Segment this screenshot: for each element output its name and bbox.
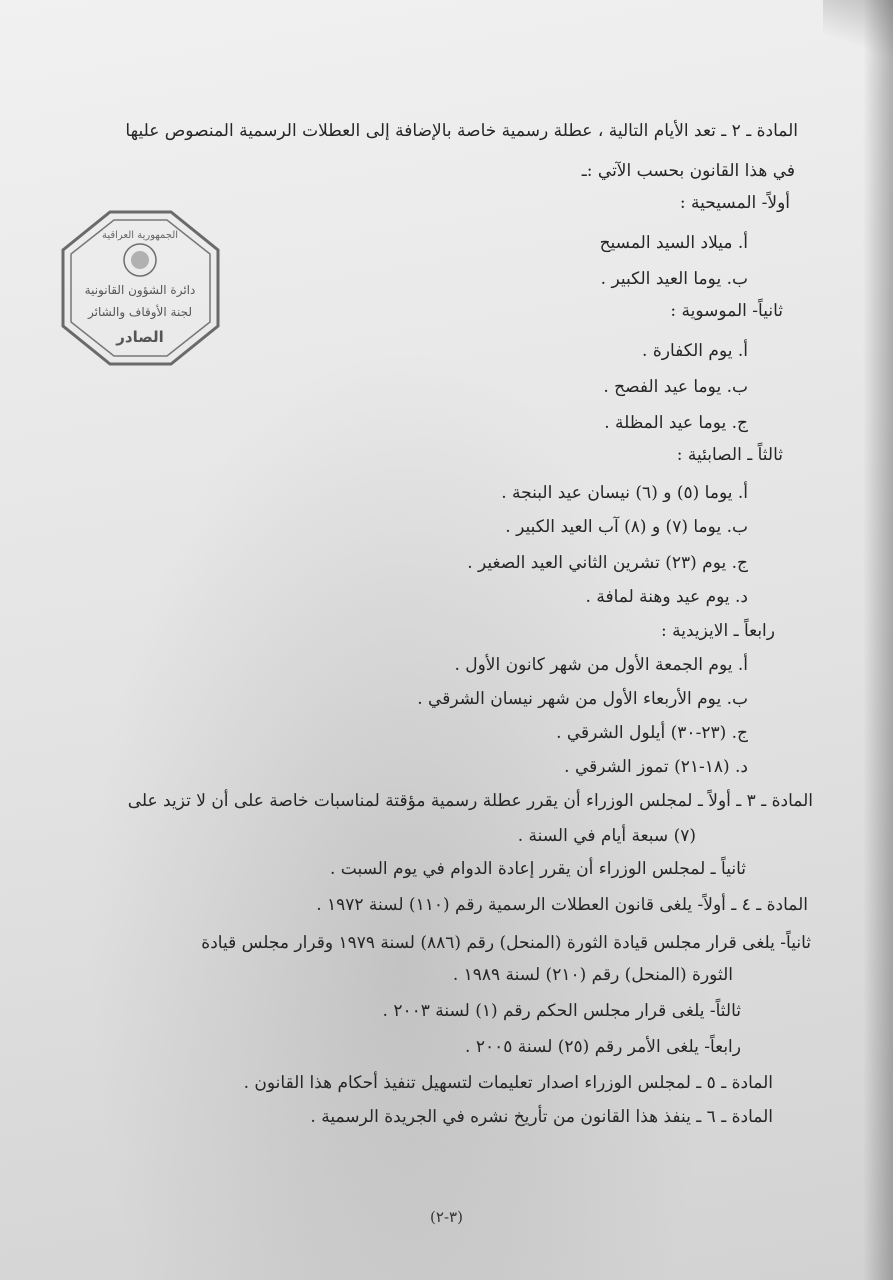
stamp-line-1: دائرة الشؤون القانونية [84, 283, 196, 297]
stamp-line-3: الصادر [116, 328, 164, 346]
jewish-item-a: أ. يوم الكفارة . [642, 341, 748, 361]
section-christian: أولاً- المسيحية : [679, 193, 790, 213]
official-stamp [58, 208, 223, 368]
stamp-line-2: لجنة الأوقاف والشائر [88, 305, 192, 319]
yazidi-item-d: د. (١٨-٢١) تموز الشرقي . [564, 757, 748, 777]
christian-item-a: أ. ميلاد السيد المسيح [599, 233, 748, 253]
article-3-second: ثانياً ـ لمجلس الوزراء أن يقرر إعادة الدوام في يوم السبت . [329, 859, 746, 879]
page-edge-shadow [863, 0, 893, 1280]
christian-item-b: ب. يوما العيد الكبير . [600, 269, 748, 289]
sabian-item-b: ب. يوما (٧) و (٨) آب العيد الكبير . [505, 517, 748, 537]
article-2-intro: المادة ـ ٢ ـ تعد الأيام التالية ، عطلة رسمية خاصة بالإضافة إلى العطلات الرسمية المنصوص عليها [125, 121, 798, 141]
sabian-item-c: ج. يوم (٢٣) تشرين الثاني العيد الصغير . [467, 553, 748, 573]
stamp-seal-icon [58, 208, 223, 368]
sabian-item-a: أ. يوما (٥) و (٦) نيسان عيد البنجة . [501, 483, 748, 503]
yazidi-item-c: ج. (٢٣-٣٠) أيلول الشرقي . [556, 723, 748, 743]
article-4-second-cont: الثورة (المنحل) رقم (٢١٠) لسنة ١٩٨٩ . [452, 965, 733, 985]
jewish-item-c: ج. يوما عيد المظلة . [604, 413, 748, 433]
article-4-fourth: رابعاً- يلغى الأمر رقم (٢٥) لسنة ٢٠٠٥ . [465, 1037, 741, 1057]
jewish-item-b: ب. يوما عيد الفصح . [603, 377, 748, 397]
article-4-third: ثالثاً- يلغى قرار مجلس الحكم رقم (١) لسنة ٢٠٠٣ . [382, 1001, 741, 1021]
article-4-first: المادة ـ ٤ ـ أولاً- يلغى قانون العطلات الرسمية رقم (١١٠) لسنة ١٩٧٢ . [316, 895, 808, 915]
yazidi-item-a: أ. يوم الجمعة الأول من شهر كانون الأول . [454, 655, 748, 675]
article-2-intro-cont: في هذا القانون بحسب الآتي :ـ [581, 161, 795, 181]
article-3-first-cont: (٧) سبعة أيام في السنة . [517, 826, 696, 846]
section-jewish: ثانياً- الموسوية : [670, 301, 783, 321]
article-3-first: المادة ـ ٣ ـ أولاً ـ لمجلس الوزراء أن يقرر عطلة رسمية مؤقتة لمناسبات خاصة على أن لا تزيد على [127, 791, 813, 811]
section-sabian: ثالثاً ـ الصابئية : [676, 445, 783, 465]
sabian-item-d: د. يوم عيد وهنة لمافة . [585, 587, 748, 607]
article-6: المادة ـ ٦ ـ ينفذ هذا القانون من تأريخ نشره في الجريدة الرسمية . [310, 1107, 773, 1127]
article-5: المادة ـ ٥ ـ لمجلس الوزراء اصدار تعليمات لتسهيل تنفيذ أحكام هذا القانون . [243, 1073, 773, 1093]
section-yazidi: رابعاً ـ الايزيدية : [661, 621, 775, 641]
stamp-ring-text: الجمهورية العراقية [101, 230, 179, 241]
article-4-second: ثانياً- يلغى قرار مجلس قيادة الثورة (المنحل) رقم (٨٨٦) لسنة ١٩٧٩ وقرار مجلس قيادة [201, 933, 811, 953]
yazidi-item-b: ب. يوم الأربعاء الأول من شهر نيسان الشرقي . [417, 689, 748, 709]
page-number: (٣-٢) [430, 1208, 463, 1226]
